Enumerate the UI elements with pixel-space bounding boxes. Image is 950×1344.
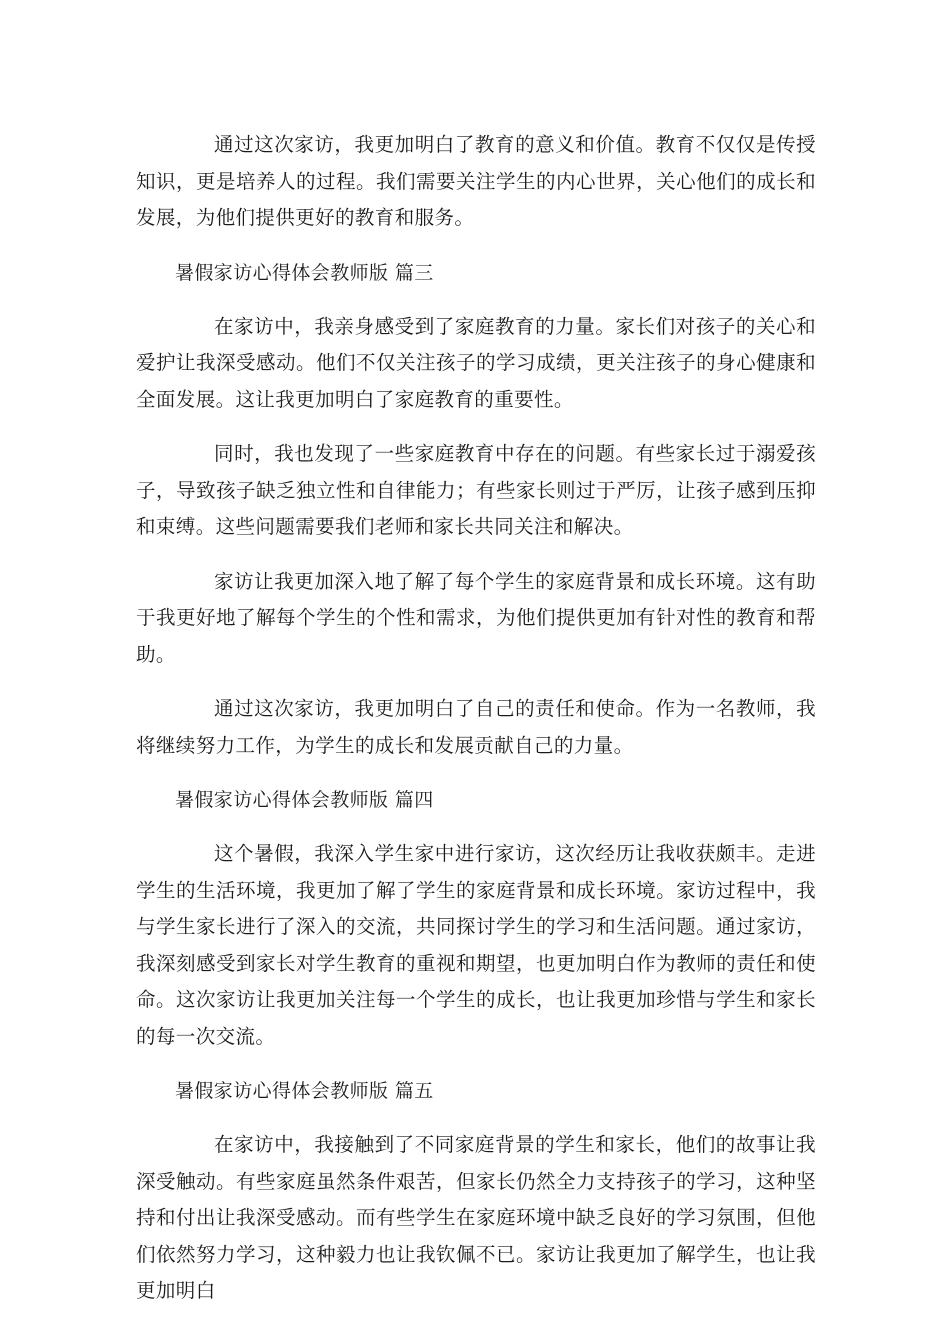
- paragraph: 在家访中，我接触到了不同家庭背景的学生和家长，他们的故事让我深受触动。有些家庭虽然条件艰苦，但家长仍然全力支持孩子的学习，这种坚持和付出让我深受感动。而有些学生在家庭环境中缺乏良好的学习氛围，但他们依然努力学习，这种毅力也让我钦佩不已。家访让我更加了解学生，也让我更加明白: [136, 1133, 816, 1302]
- paragraph: 同时，我也发现了一些家庭教育中存在的问题。有些家长过于溺爱孩子，导致孩子缺乏独立性和自律能力；有些家长则过于严厉，让孩子感到压抑和束缚。这些问题需要我们老师和家长共同关注和解决。: [136, 442, 816, 538]
- paragraph: 通过这次家访，我更加明白了教育的意义和价值。教育不仅仅是传授知识，更是培养人的过程。我们需要关注学生的内心世界，关心他们的成长和发展，为他们提供更好的教育和服务。: [136, 133, 816, 229]
- section-heading-part-3: 暑假家访心得体会教师版 篇三: [175, 261, 434, 284]
- document-page: [136, 127, 816, 1310]
- paragraph: 在家访中，我亲身感受到了家庭教育的力量。家长们对孩子的关心和爱护让我深受感动。他们不仅关注孩子的学习成绩，更关注孩子的身心健康和全面发展。这让我更加明白了家庭教育的重要性。: [136, 314, 816, 411]
- section-heading-part-4: 暑假家访心得体会教师版 篇四: [175, 789, 434, 811]
- paragraph: 家访让我更加深入地了解了每个学生的家庭背景和成长环境。这有助于我更好地了解每个学生的个性和需求，为他们提供更加有针对性的教育和帮助。: [136, 569, 816, 666]
- section-heading-part-5: 暑假家访心得体会教师版 篇五: [175, 1080, 434, 1102]
- paragraph: 通过这次家访，我更加明白了自己的责任和使命。作为一名教师，我将继续努力工作，为学生的成长和发展贡献自己的力量。: [136, 697, 816, 757]
- paragraph: 这个暑假，我深入学生家中进行家访，这次经历让我收获颇丰。走进学生的生活环境，我更加了解了学生的家庭背景和成长环境。家访过程中，我与学生家长进行了深入的交流，共同探讨学生的学习和生活问题。通过家访，我深刻感受到家长对学生教育的重视和期望，也更加明白作为教师的责任和使命。这次家访让我更加关注每一个学生的成长，也让我更加珍惜与学生和家长的每一次交流。: [136, 842, 816, 1048]
